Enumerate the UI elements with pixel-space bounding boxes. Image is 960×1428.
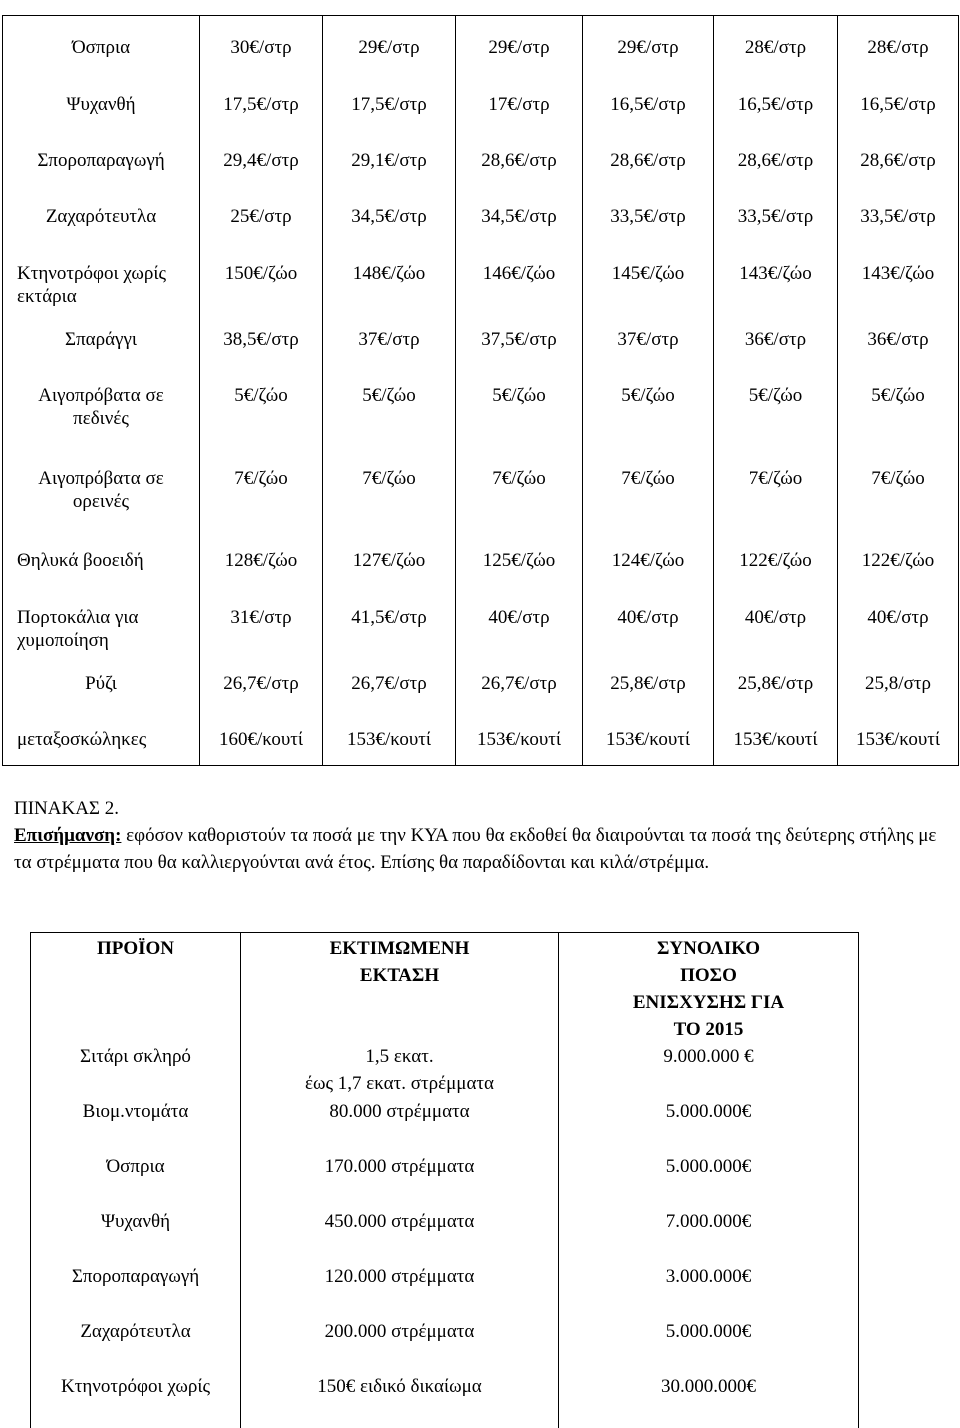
area-cell	[241, 1153, 559, 1208]
product-cell: Σποροπαραγωγή	[3, 129, 200, 185]
value-cell: 29€/στρ	[583, 16, 714, 73]
value-cell: 153€/κουτί	[583, 708, 714, 765]
value-cell: 33,5€/στρ	[714, 185, 838, 241]
value-cell: 30€/στρ	[200, 16, 323, 73]
table-row	[3, 73, 959, 129]
table-row	[31, 1208, 859, 1263]
area-line: έως 1,7 εκατ. στρέμματα	[305, 1073, 494, 1094]
area-line: 150€ ειδικό δικαίωμα	[317, 1376, 482, 1397]
amount-cell: 30.000.000€	[559, 1373, 859, 1428]
amount-cell: 5.000.000€	[559, 1153, 859, 1208]
value-cell: 28€/στρ	[838, 16, 959, 73]
table-row	[3, 586, 959, 652]
value-cell: 31€/στρ	[200, 586, 323, 652]
area-cell	[241, 1098, 559, 1153]
product-cell: Σιτάρι σκληρό	[31, 1043, 241, 1098]
value-cell: 28,6€/στρ	[583, 129, 714, 185]
product-cell: Κτηνοτρόφοι χωρίς εκτάρια	[3, 242, 200, 308]
product-cell: μεταξοσκώληκες	[3, 708, 200, 765]
note-paragraph	[14, 795, 944, 876]
value-cell: 33,5€/στρ	[583, 185, 714, 241]
table-2-label: ΠΙΝΑΚΑΣ 2.	[14, 798, 119, 819]
subsidy-rates-table	[2, 15, 959, 766]
area-cell	[241, 1263, 559, 1318]
value-cell: 36€/στρ	[714, 308, 838, 364]
value-cell: 143€/ζώο	[714, 242, 838, 308]
amount-cell: 7.000.000€	[559, 1208, 859, 1263]
area-cell	[241, 1318, 559, 1373]
value-cell: 37,5€/στρ	[456, 308, 583, 364]
value-cell: 29,1€/στρ	[323, 129, 456, 185]
table-row	[31, 1373, 859, 1428]
area-line: 170.000 στρέμματα	[324, 1156, 475, 1177]
header-row	[31, 933, 859, 1044]
value-cell: 122€/ζώο	[714, 529, 838, 585]
value-cell: 5€/ζώο	[200, 364, 323, 446]
value-cell: 29,4€/στρ	[200, 129, 323, 185]
value-cell: 153€/κουτί	[838, 708, 959, 765]
product-cell: Ψυχανθή	[31, 1208, 241, 1263]
value-cell: 26,7€/στρ	[323, 652, 456, 708]
value-cell: 7€/ζώο	[456, 447, 583, 529]
product-cell: Βιομ.ντομάτα	[31, 1098, 241, 1153]
value-cell: 29€/στρ	[456, 16, 583, 73]
area-line: 200.000 στρέμματα	[324, 1321, 475, 1342]
value-cell: 122€/ζώο	[838, 529, 959, 585]
total-support-table	[30, 932, 859, 1428]
value-cell: 29€/στρ	[323, 16, 456, 73]
amount-cell: 3.000.000€	[559, 1263, 859, 1318]
table-row	[3, 529, 959, 585]
value-cell: 40€/στρ	[838, 586, 959, 652]
table-row	[3, 16, 959, 73]
value-cell: 7€/ζώο	[323, 447, 456, 529]
value-cell: 148€/ζώο	[323, 242, 456, 308]
value-cell: 38,5€/στρ	[200, 308, 323, 364]
area-cell	[241, 1208, 559, 1263]
area-cell	[241, 1043, 559, 1098]
table-row	[3, 308, 959, 364]
value-cell: 37€/στρ	[323, 308, 456, 364]
value-cell: 16,5€/στρ	[583, 73, 714, 129]
product-cell: Όσπρια	[3, 16, 200, 73]
value-cell: 5€/ζώο	[838, 364, 959, 446]
value-cell: 16,5€/στρ	[838, 73, 959, 129]
value-cell: 7€/ζώο	[583, 447, 714, 529]
area-line: 1,5 εκατ.	[365, 1046, 434, 1067]
table-row	[31, 1098, 859, 1153]
table-row	[31, 1153, 859, 1208]
value-cell: 127€/ζώο	[323, 529, 456, 585]
value-cell: 5€/ζώο	[323, 364, 456, 446]
value-cell: 25,8€/στρ	[583, 652, 714, 708]
emphasis-label: Επισήμανση:	[14, 825, 122, 846]
value-cell: 146€/ζώο	[456, 242, 583, 308]
area-line: 120.000 στρέμματα	[324, 1266, 475, 1287]
value-cell: 160€/κουτί	[200, 708, 323, 765]
value-cell: 25€/στρ	[200, 185, 323, 241]
value-cell: 17,5€/στρ	[323, 73, 456, 129]
value-cell: 34,5€/στρ	[456, 185, 583, 241]
header-cell: ΠΡΟΪΟΝ	[31, 933, 241, 1044]
product-cell: Αιγοπρόβατα σε πεδινές	[3, 364, 200, 446]
value-cell: 7€/ζώο	[200, 447, 323, 529]
header-cell: ΣΥΝΟΛΙΚΟ ΠΟΣΟ ΕΝΙΣΧΥΣΗΣ ΓΙΑ ΤΟ 2015	[559, 933, 859, 1044]
value-cell: 33,5€/στρ	[838, 185, 959, 241]
amount-cell: 9.000.000 €	[559, 1043, 859, 1098]
value-cell: 145€/ζώο	[583, 242, 714, 308]
value-cell: 28,6€/στρ	[456, 129, 583, 185]
area-cell	[241, 1373, 559, 1428]
table-row	[31, 1263, 859, 1318]
value-cell: 128€/ζώο	[200, 529, 323, 585]
value-cell: 124€/ζώο	[583, 529, 714, 585]
value-cell: 41,5€/στρ	[323, 586, 456, 652]
table-row	[3, 364, 959, 446]
value-cell: 40€/στρ	[456, 586, 583, 652]
value-cell: 17€/στρ	[456, 73, 583, 129]
area-line: 80.000 στρέμματα	[329, 1101, 470, 1122]
product-cell: Όσπρια	[31, 1153, 241, 1208]
value-cell: 7€/ζώο	[838, 447, 959, 529]
value-cell: 28€/στρ	[714, 16, 838, 73]
note-text	[14, 822, 944, 876]
value-cell: 40€/στρ	[583, 586, 714, 652]
value-cell: 26,7€/στρ	[456, 652, 583, 708]
amount-cell: 5.000.000€	[559, 1318, 859, 1373]
product-cell: Αιγοπρόβατα σε ορεινές	[3, 447, 200, 529]
area-line: 450.000 στρέμματα	[324, 1211, 475, 1232]
table-row	[31, 1043, 859, 1098]
value-cell: 40€/στρ	[714, 586, 838, 652]
value-cell: 153€/κουτί	[456, 708, 583, 765]
product-cell: Σποροπαραγωγή	[31, 1263, 241, 1318]
product-cell: Κτηνοτρόφοι χωρίς	[31, 1373, 241, 1428]
value-cell: 143€/ζώο	[838, 242, 959, 308]
value-cell: 153€/κουτί	[323, 708, 456, 765]
value-cell: 5€/ζώο	[456, 364, 583, 446]
value-cell: 153€/κουτί	[714, 708, 838, 765]
value-cell: 34,5€/στρ	[323, 185, 456, 241]
table-row	[3, 708, 959, 765]
value-cell: 28,6€/στρ	[838, 129, 959, 185]
value-cell: 7€/ζώο	[714, 447, 838, 529]
value-cell: 17,5€/στρ	[200, 73, 323, 129]
value-cell: 150€/ζώο	[200, 242, 323, 308]
value-cell: 5€/ζώο	[714, 364, 838, 446]
table-row	[3, 129, 959, 185]
header-cell: ΕΚΤΙΜΩΜΕΝΗ ΕΚΤΑΣΗ	[241, 933, 559, 1044]
value-cell: 16,5€/στρ	[714, 73, 838, 129]
value-cell: 5€/ζώο	[583, 364, 714, 446]
value-cell: 26,7€/στρ	[200, 652, 323, 708]
product-cell: Ζαχαρότευτλα	[3, 185, 200, 241]
product-cell: Ρύζι	[3, 652, 200, 708]
note-body: εφόσον καθοριστούν τα ποσά με την ΚΥΑ που θα εκδοθεί θα διαιρούνται τα ποσά της δεύτερης στήλης με τα στρέμματα που θα καλλιεργούνται ανά έτος. Επίσης θα παραδίδονται και κιλά/στρέμμα.	[14, 825, 937, 873]
value-cell: 25,8€/στρ	[714, 652, 838, 708]
table-row	[3, 185, 959, 241]
table-row	[3, 447, 959, 529]
value-cell: 125€/ζώο	[456, 529, 583, 585]
product-cell: Σπαράγγι	[3, 308, 200, 364]
table-row	[31, 1318, 859, 1373]
value-cell: 25,8/στρ	[838, 652, 959, 708]
value-cell: 36€/στρ	[838, 308, 959, 364]
product-cell: Ζαχαρότευτλα	[31, 1318, 241, 1373]
product-cell: Πορτοκάλια για χυμοποίηση	[3, 586, 200, 652]
amount-cell: 5.000.000€	[559, 1098, 859, 1153]
product-cell: Θηλυκά βοοειδή	[3, 529, 200, 585]
product-cell: Ψυχανθή	[3, 73, 200, 129]
value-cell: 28,6€/στρ	[714, 129, 838, 185]
table-row	[3, 652, 959, 708]
table-row	[3, 242, 959, 308]
value-cell: 37€/στρ	[583, 308, 714, 364]
